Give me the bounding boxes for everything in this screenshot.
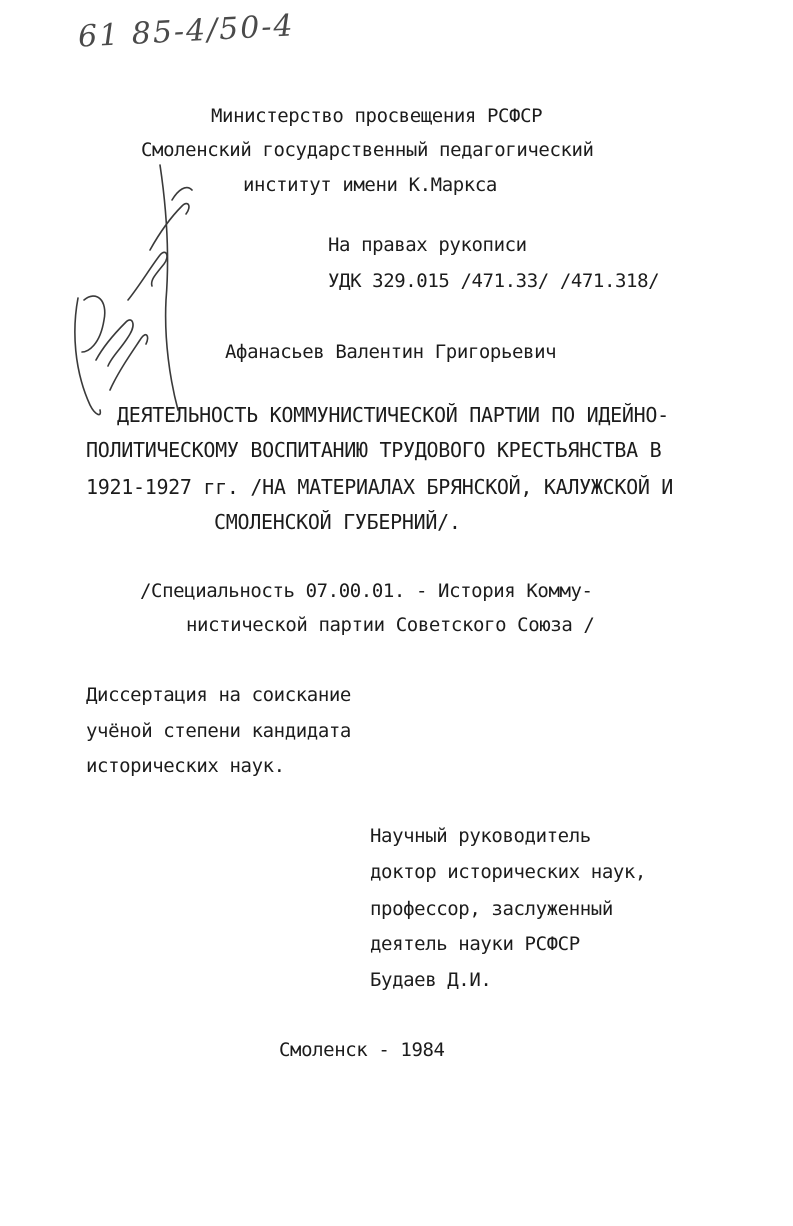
manuscript-rights: На правах рукописи <box>328 234 527 256</box>
institute-line-2: институт имени К.Маркса <box>243 174 497 196</box>
title-line-3: 1921-1927 гг. /НА МАТЕРИАЛАХ БРЯНСКОЙ, КАЛУЖСКОЙ И <box>86 475 674 499</box>
title-line-1: ДЕЯТЕЛЬНОСТЬ КОММУНИСТИЧЕСКОЙ ПАРТИИ ПО ИДЕЙНО- <box>117 403 669 427</box>
udc-code: УДК 329.015 /471.33/ /471.318/ <box>328 270 660 292</box>
title-line-2: ПОЛИТИЧЕСКОМУ ВОСПИТАНИЮ ТРУДОВОГО КРЕСТЬЯНСТВА В <box>86 438 662 462</box>
dissertation-line-1: Диссертация на соискание <box>86 684 351 706</box>
city-year: Смоленск - 1984 <box>279 1039 445 1061</box>
dissertation-line-3: исторических наук. <box>86 755 285 777</box>
supervisor-line-4: деятель науки РСФСР <box>370 933 580 955</box>
ministry-line: Министерство просвещения РСФСР <box>211 105 543 127</box>
institute-line-1: Смоленский государственный педагогический <box>141 139 594 161</box>
author-name: Афанасьев Валентин Григорьевич <box>225 341 557 363</box>
supervisor-line-3: профессор, заслуженный <box>370 898 613 920</box>
supervisor-line-1: Научный руководитель <box>370 825 591 847</box>
dissertation-line-2: учёной степени кандидата <box>86 720 351 742</box>
supervisor-line-2: доктор исторических наук, <box>370 861 646 883</box>
supervisor-name: Будаев Д.И. <box>370 969 492 991</box>
specialty-line-2: нистической партии Советского Союза / <box>186 614 595 636</box>
specialty-line-1: /Специальность 07.00.01. - История Комму- <box>140 580 593 602</box>
handwritten-archive-number: 61 85-4/50-4 <box>77 8 296 55</box>
title-line-4: СМОЛЕНСКОЙ ГУБЕРНИЙ/. <box>214 510 461 534</box>
